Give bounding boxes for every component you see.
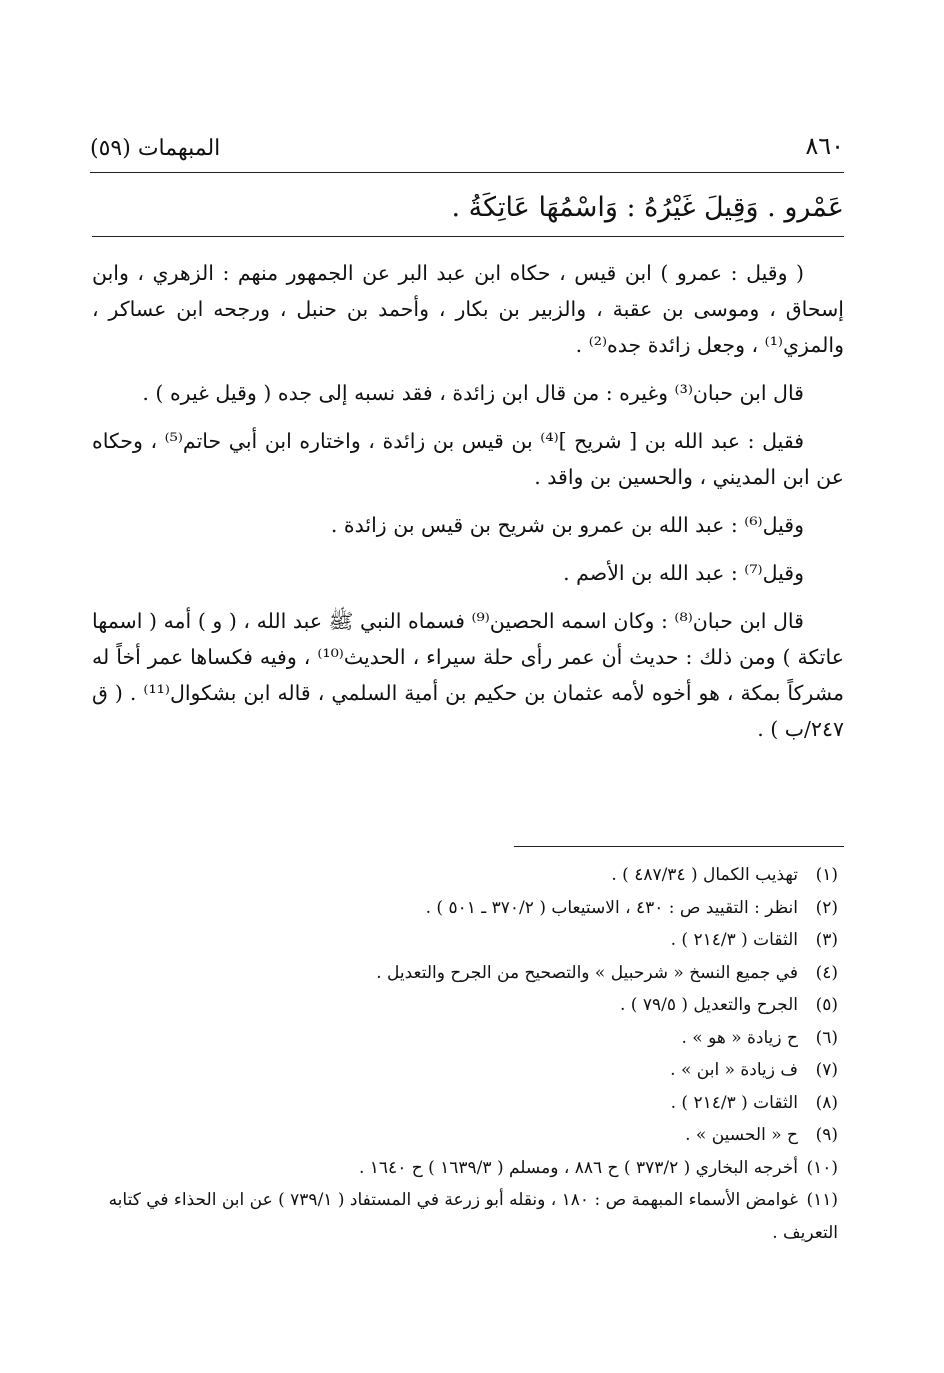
footnote-text: في جميع النسخ « شرحبيل » والتصحيح من الجرح والتعديل . (376, 962, 798, 983)
footnote (92, 1152, 844, 1185)
footnote-number: (٤) (815, 962, 838, 983)
footnote (92, 859, 844, 892)
page-number: ٨٦٠ (805, 132, 844, 160)
footnote (92, 1184, 844, 1249)
footnote-number: (٦) (815, 1027, 838, 1048)
footnote (92, 1022, 844, 1055)
section-title: (٥٩) المبهمات (90, 136, 221, 161)
footnote (92, 1087, 844, 1120)
paragraph: ( وقيل : عمرو ) ابن قيس ، حكاه ابن عبد البر عن الجمهور منهم : الزهري ، وابن إسحاق ، وموسى بن عقبة ، والزبير بن بكار ، وأحمد بن حنبل ، ورجحه ابن عساكر ، والمزي⁽¹⁾ ، وجعل زائدة جده⁽²⁾ . (92, 261, 844, 357)
footnote (92, 1054, 844, 1087)
footnotes (92, 832, 844, 1249)
paragraph: قال ابن حبان⁽⁸⁾ : وكان اسمه الحصين⁽⁹⁾ فسماه النبي ﷺ عبد الله ، ( و ) أمه ( اسمها عاتكة ) ومن ذلك : حديث أن عمر رأى حلة سيراء ، الحديث⁽¹⁰⁾ ، وفيه فكساها عمر أخاً له مشركاً بمكة ، هو أخوه لأمه عثمان بن حكيم بن أمية السلمي ، قاله ابن بشكوال⁽¹¹⁾ . ( ق ٢٤٧/ب ) . (92, 609, 844, 741)
footnote (92, 989, 844, 1022)
footnote (92, 924, 844, 957)
footnote-text: تهذيب الكمال ( ٤٨٧/٣٤ ) . (611, 865, 798, 885)
footnote-number: (٨) (815, 1092, 838, 1113)
footnote-number: (٣) (815, 930, 838, 950)
paragraph: وقيل⁽⁶⁾ : عبد الله بن عمرو بن شريح بن قيس بن زائدة . (330, 513, 804, 537)
page-header (90, 132, 844, 173)
footnote-text: الثقات ( ٢١٤/٣ ) . (670, 1092, 798, 1113)
footnote (92, 1119, 844, 1152)
footnote-divider (514, 846, 844, 847)
footnote-text: انظر : التقييد ص : ٤٣٠ ، الاستيعاب ( ٣٧٠/٢ ـ ٥٠١ ) . (425, 897, 798, 918)
footnote-text: ف زيادة « ابن » . (670, 1060, 798, 1080)
footnote-text: ح زيادة « هو » . (681, 1027, 798, 1048)
footnote-number: (٩) (815, 1125, 838, 1145)
paragraph: قال ابن حبان⁽³⁾ وغيره : من قال ابن زائدة ، فقد نسبه إلى جده ( وقيل غيره ) . (142, 381, 804, 405)
footnote-number: (١١) (806, 1190, 838, 1210)
main-text (92, 188, 844, 759)
paragraph: فقيل : عبد الله بن [ شريح ]⁽⁴⁾ بن قيس بن زائدة ، واختاره ابن أبي حاتم⁽⁵⁾ ، وحكاه عن ابن المديني ، والحسين بن واقد . (92, 429, 844, 489)
footnote-text: أخرجه البخاري ( ٣٧٣/٢ ) ح ٨٨٦ ، ومسلم ( ١٦٣٩/٣ ) ح ١٦٤٠ . (358, 1157, 798, 1178)
footnote-text: الجرح والتعديل ( ٧٩/٥ ) . (619, 995, 798, 1015)
footnote-number: (١٠) (806, 1157, 838, 1178)
footnote-number: (٧) (815, 1060, 838, 1080)
footnote-text: ح « الحسين » . (685, 1125, 798, 1145)
footnote (92, 957, 844, 990)
footnote (92, 892, 844, 925)
footnote-number: (٥) (815, 995, 838, 1015)
footnote-text: غوامض الأسماء المبهمة ص : ١٨٠ ، ونقله أبو زرعة في المستفاد ( ٧٣٩/١ ) عن ابن الحذاء في كتابه التعريف . (108, 1190, 838, 1243)
paragraph: وقيل⁽⁷⁾ : عبد الله بن الأصم . (563, 561, 804, 585)
footnote-text: الثقات ( ٢١٤/٣ ) . (670, 930, 798, 950)
footnote-number: (٢) (815, 897, 838, 918)
footnote-number: (١) (815, 865, 838, 885)
hadith-line: عَمْرو . وَقِيلَ غَيْرُهُ : وَاسْمُهَا عَاتِكَةُ . (92, 188, 844, 237)
